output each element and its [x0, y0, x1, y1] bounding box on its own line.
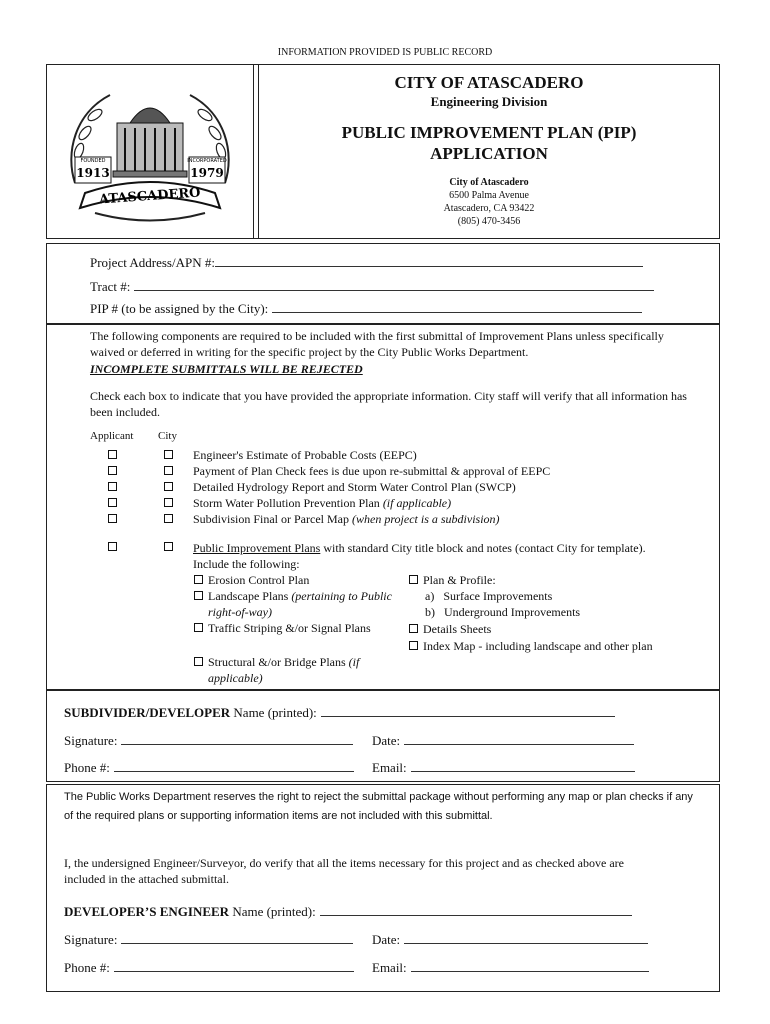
city-column-header: City — [158, 430, 177, 442]
developer-name-label: Name (printed): — [233, 705, 317, 720]
landscape-note: (pertaining to Public right-of-way) — [208, 589, 392, 619]
checklist-item-note: (when project is a subdivision) — [352, 512, 500, 526]
tract-field[interactable] — [134, 279, 654, 291]
applicant-column-header: Applicant — [90, 430, 134, 442]
traffic-label: Traffic Striping &/or Signal Plans — [208, 621, 371, 635]
engineer-name-row — [64, 904, 632, 920]
developer-date-field[interactable] — [404, 733, 634, 745]
erosion-label: Erosion Control Plan — [208, 573, 310, 587]
address-city: Atascadero, CA 93422 — [443, 203, 535, 214]
plan-profile-label: Plan & Profile: — [423, 573, 496, 587]
details-checkbox[interactable] — [409, 624, 418, 633]
item-city-checkbox[interactable] — [164, 482, 173, 491]
checklist-item-label: Storm Water Pollution Prevention Plan — [193, 496, 383, 510]
city-seal — [55, 73, 245, 231]
index-map-label: Index Map - including landscape and other plan — [423, 639, 653, 653]
engineer-email-row — [372, 960, 649, 976]
developer-signature-field[interactable] — [121, 733, 353, 745]
item-applicant-checkbox[interactable] — [108, 498, 117, 507]
check-instructions: Check each box to indicate that you have provided the appropriate information. City staff will verify that all information has been included. — [90, 389, 687, 419]
header-box — [46, 64, 720, 239]
public-record-note: INFORMATION PROVIDED IS PUBLIC RECORD — [277, 47, 493, 58]
landscape-item — [208, 588, 394, 620]
engineer-email-field[interactable] — [411, 960, 649, 972]
seal-banner: ATASCADERO — [98, 185, 201, 208]
landscape-label: Landscape Plans — [208, 589, 292, 603]
item-applicant-checkbox[interactable] — [108, 482, 117, 491]
structural-label: Structural &/or Bridge Plans — [208, 655, 349, 669]
project-address-label: Project Address/APN #: — [90, 255, 215, 270]
developer-email-label: Email: — [372, 760, 407, 775]
division-name: Engineering Division — [430, 94, 548, 109]
pip-city-checkbox[interactable] — [164, 542, 173, 551]
engineer-date-row — [372, 932, 648, 948]
developer-phone-row — [64, 760, 354, 776]
developer-heading: SUBDIVIDER/DEVELOPER — [64, 705, 231, 720]
engineer-date-label: Date: — [372, 932, 401, 947]
item-applicant-checkbox[interactable] — [108, 514, 117, 523]
item-applicant-checkbox[interactable] — [108, 450, 117, 459]
pip-item — [193, 540, 646, 556]
engineer-phone-field[interactable] — [114, 960, 354, 972]
intro-paragraph: The following components are required to be included with the first submittal of Improvement Plans unless specifically waived or deferred in writing for the specific project by the City Public Works Department. — [90, 329, 664, 359]
plan-profile-checkbox[interactable] — [409, 575, 418, 584]
details-label: Details Sheets — [423, 622, 492, 636]
pip-number-row — [90, 301, 642, 317]
city-name: CITY OF ATASCADERO — [394, 73, 584, 92]
address-name: City of Atascadero — [449, 177, 529, 188]
developer-signature-row — [64, 733, 353, 749]
seal-founded: FOUNDED — [80, 158, 106, 164]
surface-improvements: a) Surface Improvements — [425, 589, 553, 603]
incomplete-warning: INCOMPLETE SUBMITTALS WILL BE REJECTED — [90, 362, 363, 376]
developer-name-field[interactable] — [321, 705, 615, 717]
checklist-item — [193, 463, 550, 479]
checklist-item-label: Subdivision Final or Parcel Map — [193, 512, 352, 526]
landscape-checkbox[interactable] — [194, 591, 203, 600]
engineer-phone-label: Phone #: — [64, 960, 110, 975]
item-city-checkbox[interactable] — [164, 514, 173, 523]
engineer-signature-field[interactable] — [121, 932, 353, 944]
developer-phone-label: Phone #: — [64, 760, 110, 775]
pip-number-field[interactable] — [272, 301, 642, 313]
developer-email-row — [372, 760, 635, 776]
developer-name-row — [64, 705, 615, 721]
form-title-line1: PUBLIC IMPROVEMENT PLAN (PIP) — [341, 123, 637, 142]
checklist-item — [193, 447, 417, 463]
developer-signature-label: Signature: — [64, 733, 118, 748]
developer-phone-field[interactable] — [114, 760, 354, 772]
item-city-checkbox[interactable] — [164, 498, 173, 507]
pip-item-rest: with standard City title block and notes (contact City for template). — [320, 541, 646, 555]
item-city-checkbox[interactable] — [164, 450, 173, 459]
index-map-checkbox[interactable] — [409, 641, 418, 650]
checklist-item — [193, 479, 516, 495]
item-applicant-checkbox[interactable] — [108, 466, 117, 475]
pip-number-label: PIP # (to be assigned by the City): — [90, 301, 269, 316]
address-phone: (805) 470-3456 — [457, 216, 521, 227]
tract-row — [90, 279, 654, 295]
title-block — [259, 65, 719, 228]
engineer-signature-row — [64, 932, 353, 948]
engineer-email-label: Email: — [372, 960, 407, 975]
seal-year-right: 1979 — [190, 166, 224, 180]
underground-improvements: b) Underground Improvements — [425, 605, 581, 619]
include-following: Include the following: — [193, 557, 300, 571]
structural-note: (if applicable) — [208, 655, 360, 685]
erosion-checkbox[interactable] — [194, 575, 203, 584]
engineer-name-label: Name (printed): — [232, 904, 316, 919]
checklist-item-note: (if applicable) — [382, 496, 452, 510]
checklist-item — [193, 511, 500, 527]
item-city-checkbox[interactable] — [164, 466, 173, 475]
developer-email-field[interactable] — [411, 760, 635, 772]
address-street: 6500 Palma Avenue — [449, 190, 529, 201]
reserve-note: The Public Works Department reserves the right to reject the submittal package without performing any map or plan checks if any of the required plans or supporting information items are not included with this submittal. — [64, 791, 693, 822]
checklist-item — [193, 495, 451, 511]
engineer-phone-row — [64, 960, 354, 976]
pip-link[interactable]: Public Improvement Plans — [193, 541, 321, 555]
developer-date-label: Date: — [372, 733, 401, 748]
structural-checkbox[interactable] — [194, 657, 203, 666]
verify-statement: I, the undersigned Engineer/Surveyor, do verify that all the items necessary for this project and as checked above are included in the attached submittal. — [64, 856, 624, 886]
project-address-row — [90, 255, 643, 271]
checklist-item-label: Engineer's Estimate of Probable Costs (EEPC) — [193, 448, 417, 462]
developer-date-row — [372, 733, 634, 749]
engineer-name-field[interactable] — [320, 904, 632, 916]
engineer-heading: DEVELOPER’S ENGINEER — [64, 904, 230, 919]
seal-incorporated: INCORPORATED — [187, 158, 227, 164]
tract-label: Tract #: — [90, 279, 131, 294]
engineer-date-field[interactable] — [404, 932, 648, 944]
checklist-item-label: Payment of Plan Check fees is due upon re-submittal & approval of EEPC — [193, 464, 551, 478]
form-title-line2: APPLICATION — [430, 144, 548, 163]
structural-item — [208, 654, 394, 686]
traffic-checkbox[interactable] — [194, 623, 203, 632]
project-address-field[interactable] — [215, 255, 643, 267]
seal-year-left: 1913 — [76, 166, 110, 180]
seal-graphic — [55, 73, 245, 231]
engineer-signature-label: Signature: — [64, 932, 118, 947]
pip-applicant-checkbox[interactable] — [108, 542, 117, 551]
checklist-item-label: Detailed Hydrology Report and Storm Water Control Plan (SWCP) — [193, 480, 516, 494]
